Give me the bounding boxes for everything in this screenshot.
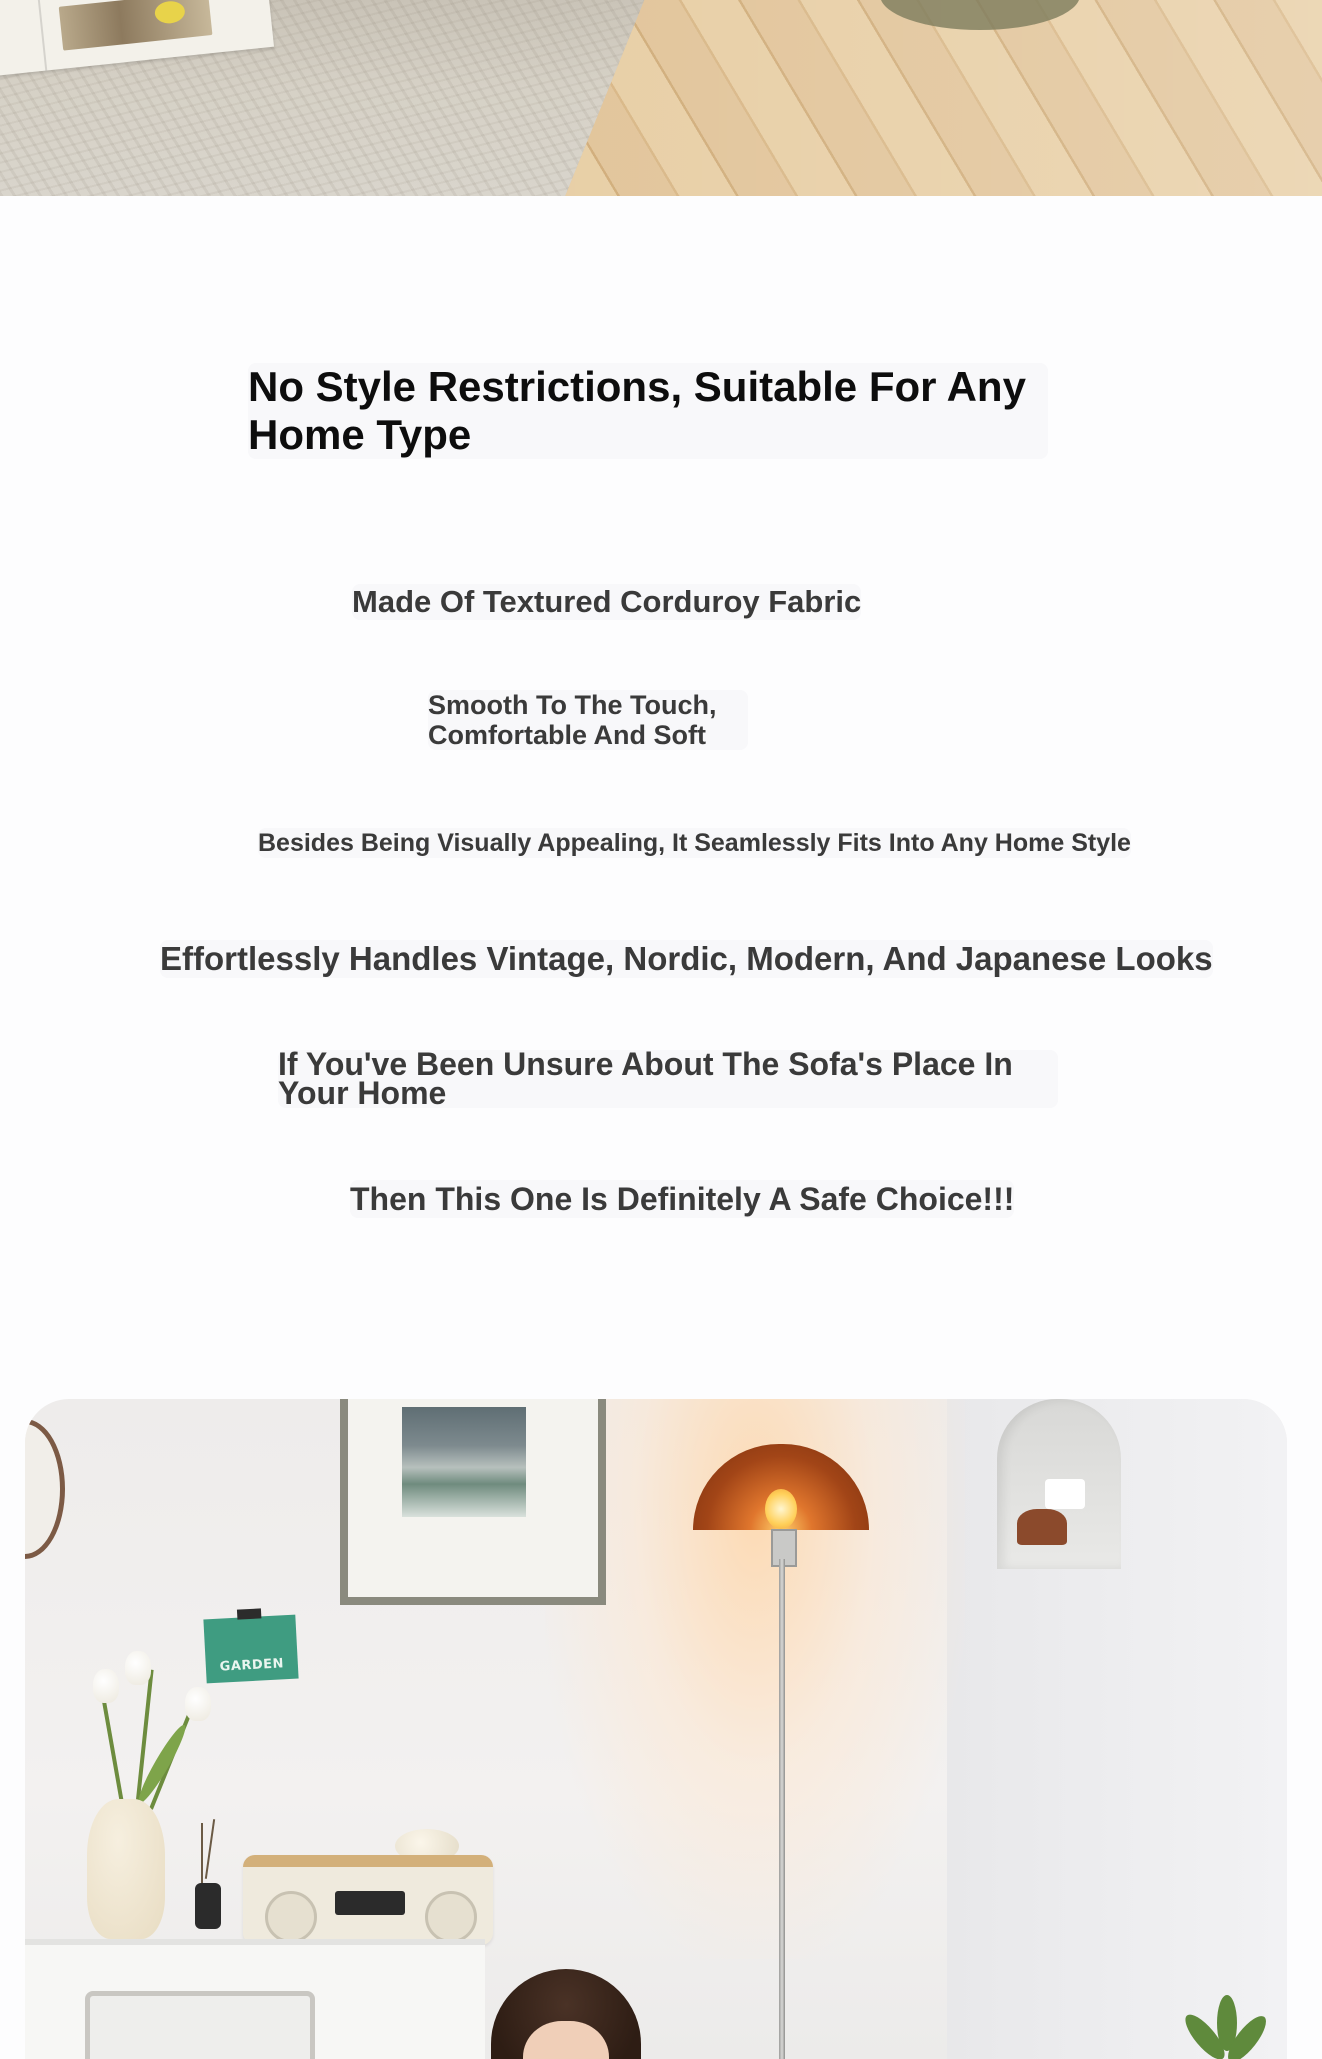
feature-line-unsure: If You've Been Unsure About The Sofa's Place In Your Home [278,1050,1058,1108]
retro-radio [243,1855,493,1945]
speaker-grille [425,1891,477,1943]
living-room-photo [25,1399,1287,2059]
console-shelf [25,1939,485,2059]
garden-card-text: GARDEN [219,1656,285,1675]
section-headline: No Style Restrictions, Suitable For Any Home Type [248,363,1048,459]
woman-portrait [491,1969,641,2059]
radio-display [335,1891,405,1915]
tulip-flower [185,1687,211,1721]
reed-diffuser [195,1883,221,1929]
feature-line-effortless: Effortlessly Handles Vintage, Nordic, Modern, And Japanese Looks [160,940,1213,977]
lamp-bulb [765,1489,797,1529]
top-product-photo [0,0,1322,196]
picture-frame [340,1399,606,1605]
arched-wall-niche [997,1399,1121,1569]
speaker-grille [265,1891,317,1943]
tulip-flower [93,1669,119,1703]
ceramic-vase [87,1799,165,1939]
wall-clock [25,1419,65,1559]
garden-card [203,1615,298,1684]
tulip-flower [125,1651,151,1685]
feature-line-fabric: Made Of Textured Corduroy Fabric [352,584,862,619]
figurine [1017,1509,1067,1545]
feature-text-section [0,196,1322,1396]
feature-line-safe-choice: Then This One Is Definitely A Safe Choice!!! [350,1181,1015,1217]
feature-line-besides: Besides Being Visually Appealing, It Seamlessly Fits Into Any Home Style [258,829,1131,857]
potted-plant [1185,1989,1265,2059]
seascape-art [402,1407,526,1517]
feature-line-smooth: Smooth To The Touch, Comfortable And Soft [428,690,748,750]
floor-lamp-pole [779,1559,785,2059]
